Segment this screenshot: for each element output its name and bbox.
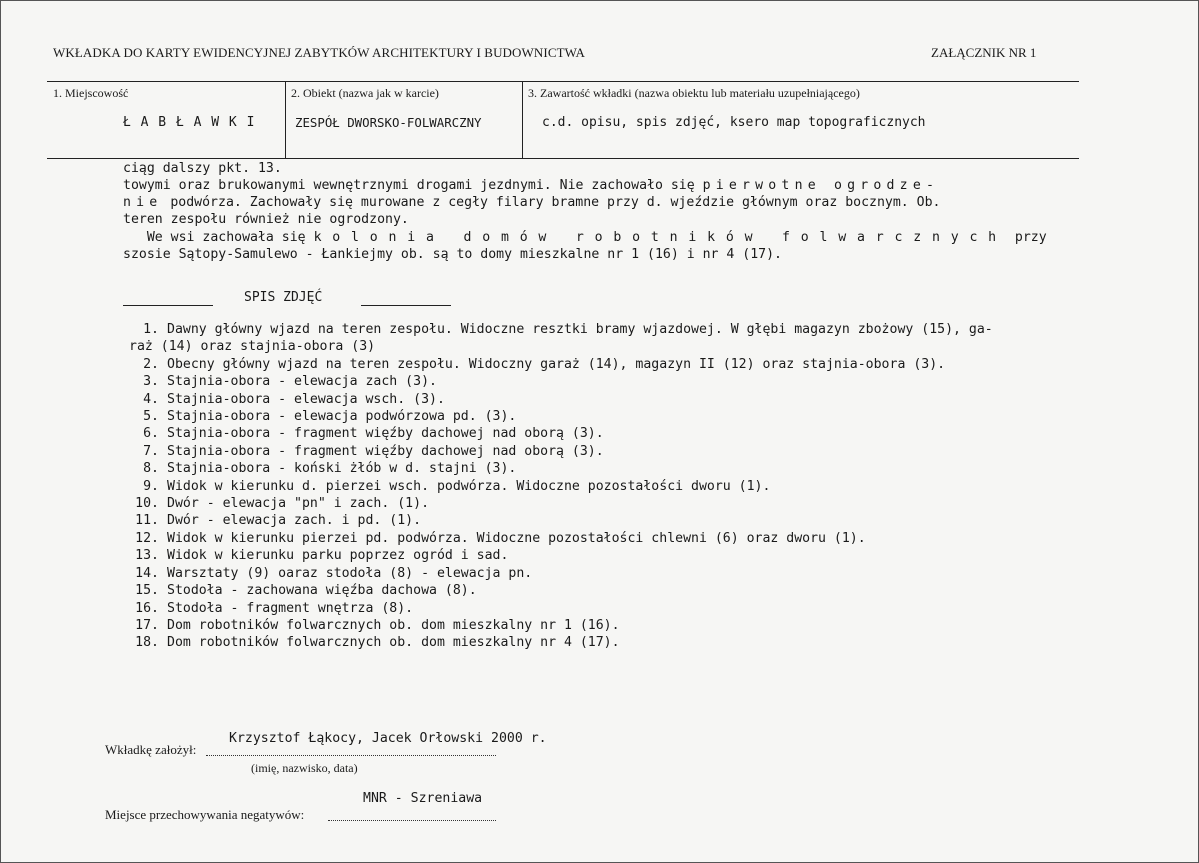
- photo-list-item: [129, 495, 993, 512]
- contents-label: 3. Zawartość wkładki (nazwa obiektu lub materiału uzupełniającego): [528, 86, 860, 100]
- photo-item-text: Widok w kierunku d. pierzei wsch. podwórza. Widoczne pozostałości dworu (1).: [167, 478, 771, 494]
- continuation-line: nie podwórza. Zachowały się murowane z cegły filary bramne przy d. wjeździe głównym oraz bocznym. Ob.: [123, 195, 941, 210]
- object-label: 2. Obiekt (nazwa jak w karcie): [291, 86, 439, 100]
- photo-item-number: 9.: [143, 478, 159, 494]
- photo-item-text: Dwór - elewacja "pn" i zach. (1).: [167, 496, 430, 512]
- photo-item-number: 3.: [143, 374, 159, 390]
- object-value: ZESPÓŁ DWORSKO-FOLWARCZNY: [295, 115, 482, 130]
- photo-item-number: 8.: [143, 461, 159, 477]
- annex-number: ZAŁĄCZNIK NR 1: [931, 45, 1037, 60]
- photo-item-number: 10.: [135, 496, 159, 512]
- photo-item-number: 4.: [143, 391, 159, 407]
- photo-list-item: [129, 408, 993, 425]
- photo-list-item: [129, 634, 993, 651]
- storage-value: MNR - Szreniawa: [363, 791, 483, 806]
- photo-item-text: Dom robotników folwarcznych ob. dom mieszkalny nr 1 (16).: [167, 617, 620, 633]
- photo-item-number: 14.: [135, 565, 159, 581]
- photo-item-text: Stajnia-obora - elewacja wsch. (3).: [167, 391, 445, 407]
- photo-list-title: SPIS ZDJĘĆ: [244, 290, 323, 305]
- photo-item-number: 6.: [143, 426, 159, 442]
- table-divider-2: [522, 82, 523, 158]
- form-title: WKŁADKA DO KARTY EWIDENCYJNEJ ZABYTKÓW ARCHITEKTURY I BUDOWNICTWA: [53, 45, 586, 60]
- photo-list-item: [129, 425, 993, 442]
- photo-item-continuation: raż (14) oraz stajnia-obora (3): [129, 339, 376, 355]
- author-value: Krzysztof Łąkocy, Jacek Orłowski 2000 r.: [229, 731, 547, 746]
- continuation-line: teren zespołu również nie ogrodzony.: [123, 212, 409, 227]
- photo-list-item: [129, 530, 993, 547]
- continuation-heading: ciąg dalszy pkt. 13.: [123, 161, 282, 176]
- photo-list-item: [129, 443, 993, 460]
- photo-item-text: Dawny główny wjazd na teren zespołu. Widoczne resztki bramy wjazdowej. W głębi magazyn zbożowy (15), ga-: [167, 322, 993, 337]
- photo-item-number: 7.: [143, 443, 159, 459]
- author-hint: (imię, nazwisko, data): [251, 761, 358, 775]
- photo-item-number: 13.: [135, 548, 159, 564]
- continuation-line: towymi oraz brukowanymi wewnętrznymi drogami jezdnymi. Nie zachowało się pierwotne ogrodze-: [123, 178, 940, 193]
- photo-item-text: Stodoła - fragment wnętrza (8).: [167, 600, 414, 616]
- photo-item-text: Stajnia-obora - elewacja zach (3).: [167, 374, 437, 390]
- author-label: Wkładkę założył:: [105, 742, 197, 757]
- photo-list-item: [129, 582, 993, 599]
- photo-item-number: 5.: [143, 409, 159, 425]
- table-divider-1: [285, 82, 286, 158]
- photo-list-item: [129, 478, 993, 495]
- photo-item-number: 17.: [135, 617, 159, 633]
- photo-list-item: [129, 600, 993, 617]
- photo-item-text: Widok w kierunku parku poprzez ogród i sad.: [167, 548, 509, 564]
- photo-item-text: Stodoła - zachowana więźba dachowa (8).: [167, 583, 477, 599]
- heading-rule-left: [123, 305, 213, 306]
- photo-list: [129, 321, 993, 652]
- table-bottom-border: [47, 158, 1079, 159]
- continuation-line: szosie Sątopy-Samulewo - Łankiejmy ob. są to domy mieszkalne nr 1 (16) i nr 4 (17).: [123, 247, 782, 262]
- photo-list-item: [129, 356, 993, 373]
- continuation-line: We wsi zachowała się kolonia domów robotników folwarcznych przy: [123, 230, 1047, 245]
- photo-item-text: Dom robotników folwarcznych ob. dom mieszkalny nr 4 (17).: [167, 635, 620, 651]
- photo-item-text: Obecny główny wjazd na teren zespołu. Widoczny garaż (14), magazyn II (12) oraz stajnia-obora (3).: [167, 356, 946, 372]
- photo-list-item: [129, 512, 993, 529]
- photo-item-text: Stajnia-obora - koński żłób w d. stajni (3).: [167, 461, 517, 477]
- photo-item-number: 2.: [143, 356, 159, 372]
- photo-list-item: [129, 391, 993, 408]
- heading-rule-right: [361, 305, 451, 306]
- photo-item-text: Stajnia-obora - fragment więźby dachowej nad oborą (3).: [167, 443, 604, 459]
- photo-list-item: [129, 373, 993, 390]
- table-top-border: [47, 81, 1079, 82]
- locality-value: Ł A B Ł A W K I: [123, 115, 256, 130]
- photo-item-number: 18.: [135, 635, 159, 651]
- storage-label: Miejsce przechowywania negatywów:: [105, 807, 305, 822]
- storage-dotted-line: [328, 820, 496, 821]
- photo-item-number: 15.: [135, 583, 159, 599]
- photo-list-item: [129, 460, 993, 477]
- photo-item-text: Stajnia-obora - fragment więźby dachowej nad oborą (3).: [167, 426, 604, 442]
- photo-list-item: [129, 617, 993, 634]
- locality-label: 1. Miejscowość: [53, 86, 129, 100]
- photo-item-text: Dwór - elewacja zach. i pd. (1).: [167, 513, 422, 529]
- photo-item-text: Stajnia-obora - elewacja podwórzowa pd. (3).: [167, 409, 517, 425]
- photo-list-item: [129, 321, 993, 338]
- photo-list-item: [129, 547, 993, 564]
- photo-item-text: Warsztaty (9) oaraz stodoła (8) - elewacja pn.: [167, 565, 533, 581]
- photo-item-number: 12.: [135, 530, 159, 546]
- photo-item-number: 11.: [135, 513, 159, 529]
- photo-item-text: Widok w kierunku pierzei pd. podwórza. Widoczne pozostałości chlewni (6) oraz dworu (1).: [167, 530, 866, 546]
- author-dotted-line: [206, 755, 496, 756]
- photo-list-item: [129, 565, 993, 582]
- photo-item-number: 1.: [143, 322, 159, 337]
- contents-value: c.d. opisu, spis zdjęć, ksero map topograficznych: [542, 115, 926, 130]
- photo-item-number: 16.: [135, 600, 159, 616]
